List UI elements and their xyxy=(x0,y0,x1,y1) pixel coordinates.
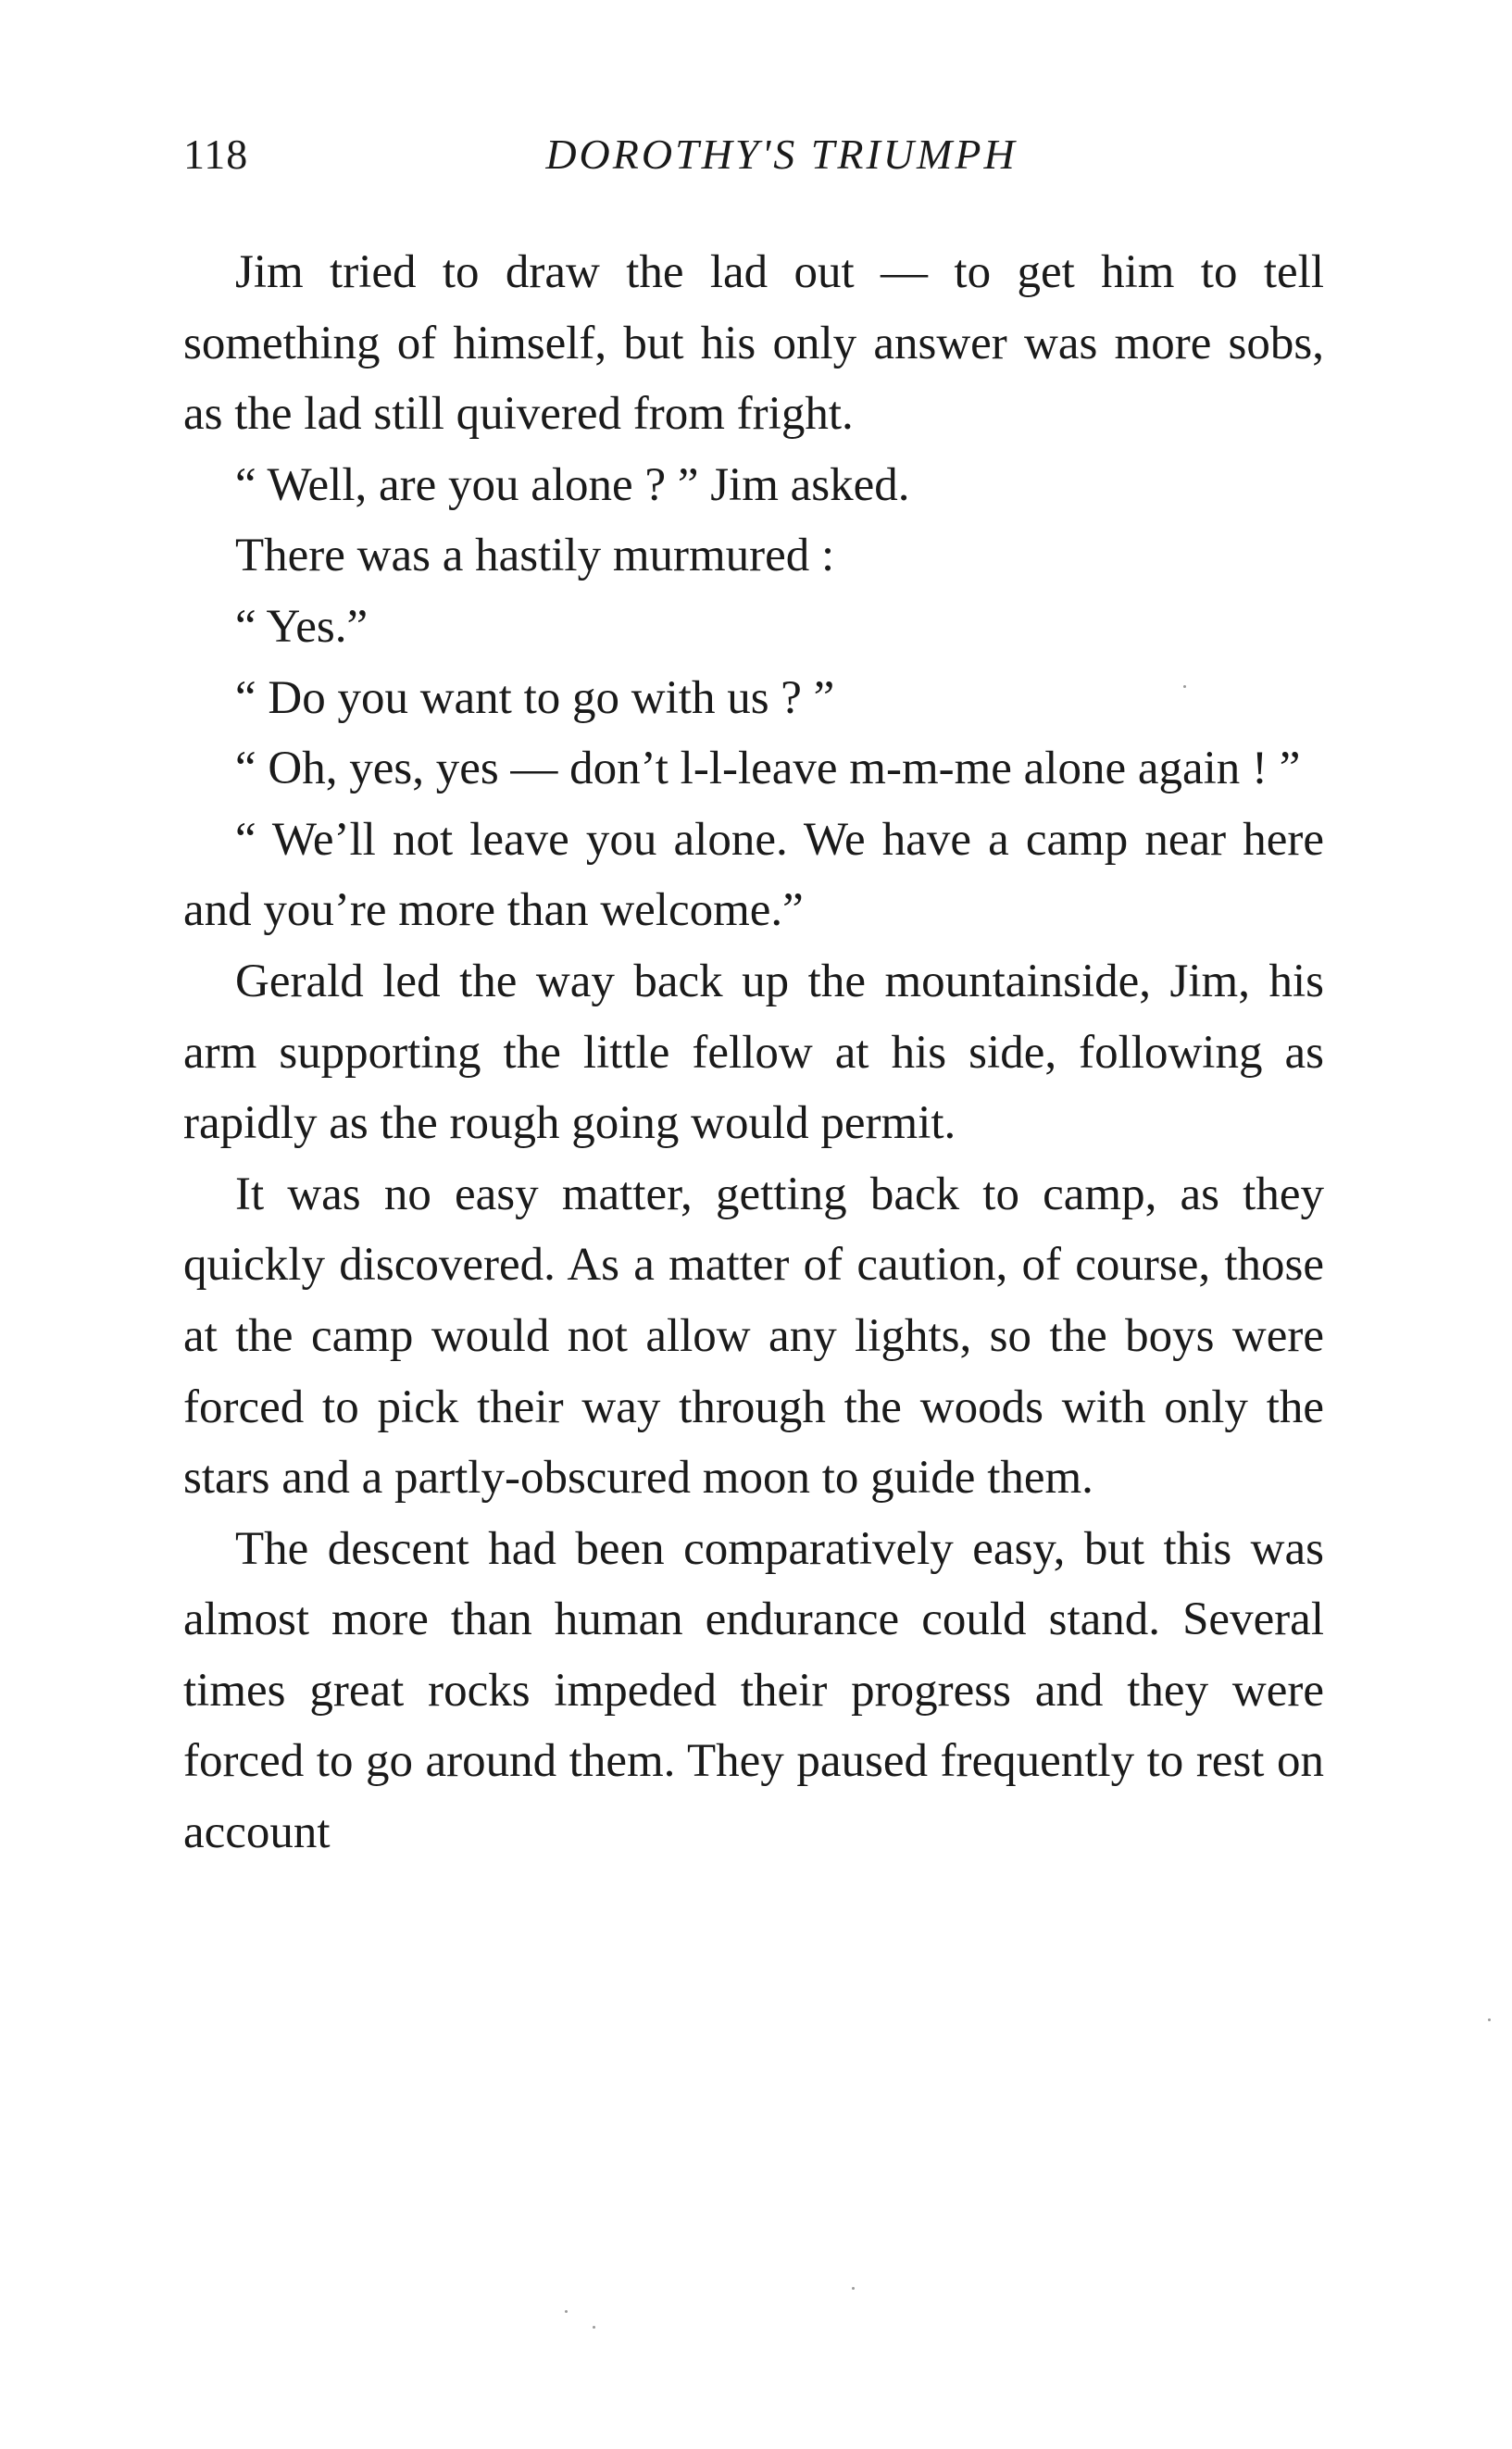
paper-speck xyxy=(852,2287,855,2290)
paragraph: “ Yes.” xyxy=(235,600,369,653)
running-head: DOROTHY'S TRIUMPH xyxy=(545,131,1018,178)
paragraph: Jim tried to draw the lad out — to get him to tell something of himself, but his only answer was more sobs, as the lad still quivered from fright. xyxy=(183,246,1324,441)
paragraph: “ Oh, yes, yes — don’t l-l-leave m-m-me alone again ! ” xyxy=(235,743,1301,795)
paper-speck xyxy=(1488,2018,1491,2021)
paragraph: Gerald led the way back up the mountainside, Jim, his arm supporting the little fellow at his side, following as rapidly as the rough going would permit. xyxy=(183,955,1324,1150)
paragraph: There was a hastily murmured : xyxy=(235,530,835,582)
page-number: 118 xyxy=(183,131,249,178)
paragraph: “ Do you want to go with us ? ” xyxy=(235,671,835,724)
paragraph: It was no easy matter, getting back to camp, as they quickly discovered. As a matter of caution, of course, those at the camp would not allow any lights, so the boys were forced to pick their way through the woods with only the stars and a partly-obscured moon to guide them. xyxy=(183,1168,1324,1505)
paper-speck xyxy=(565,2310,568,2313)
paragraph: “ We’ll not leave you alone. We have a camp near here and you’re more than welcome.” xyxy=(183,813,1324,937)
paragraph: The descent had been comparatively easy, but this was almost more than human endurance could stand. Several times great rocks impeded their progress and they were forced to go around them. They paused frequently to rest on account xyxy=(183,1522,1324,1859)
paper-speck xyxy=(593,2326,595,2329)
paper-speck xyxy=(1183,685,1186,688)
page-header xyxy=(183,130,1324,204)
paragraph: “ Well, are you alone ? ” Jim asked. xyxy=(235,458,910,511)
body-text xyxy=(183,237,1324,1868)
